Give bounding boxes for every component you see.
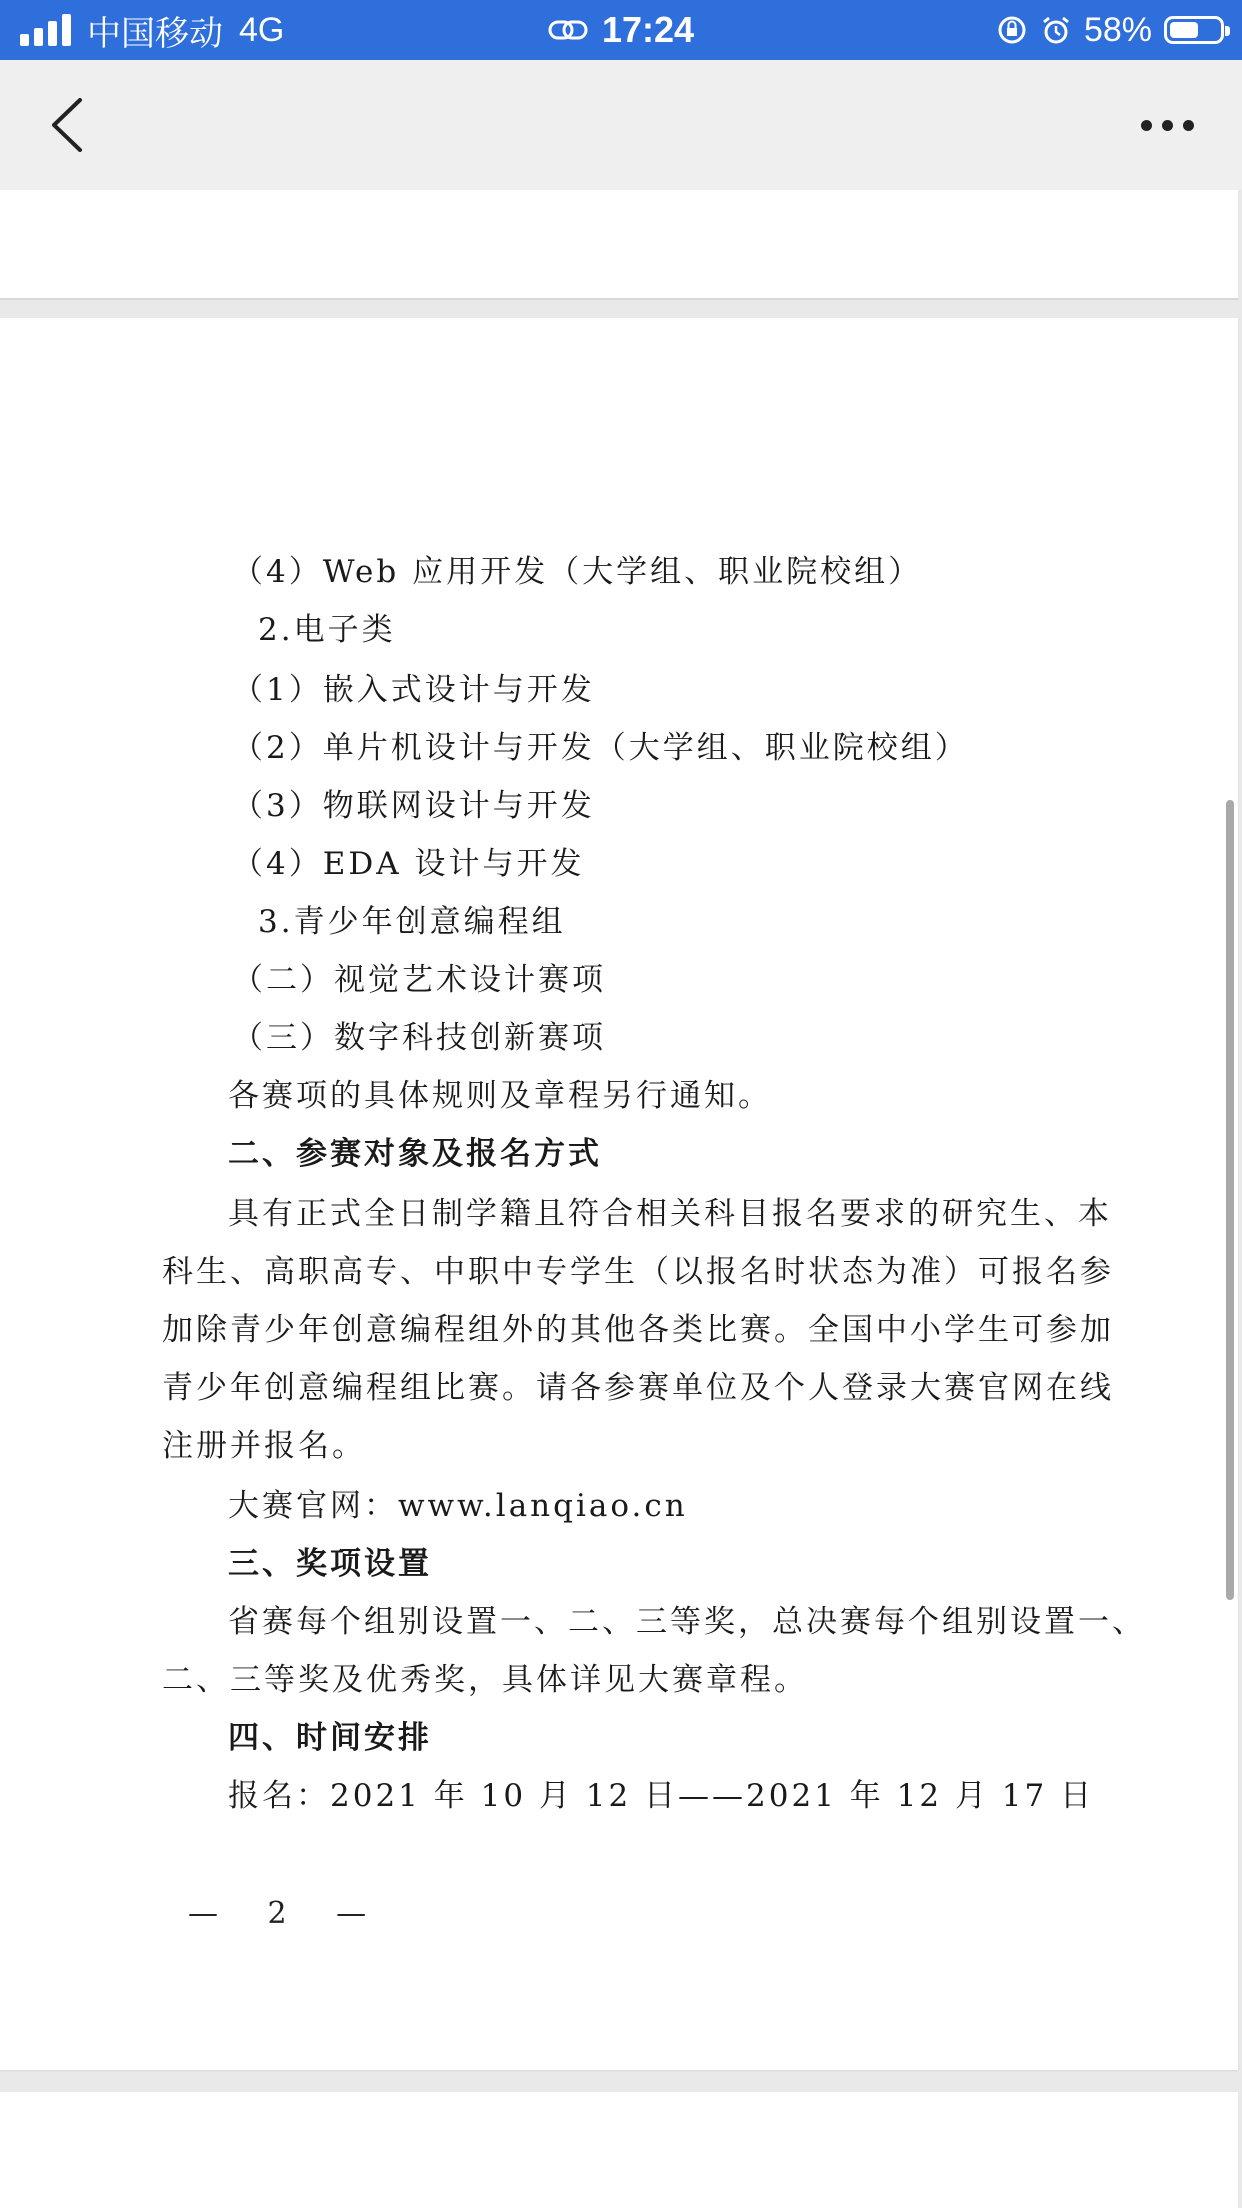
more-button[interactable] bbox=[1122, 90, 1212, 160]
page-number: — 2 — bbox=[188, 1896, 387, 1931]
doc-line: （1）嵌入式设计与开发 bbox=[232, 672, 595, 708]
doc-line: 科生、高职高专、中职中专学生（以报名时状态为准）可报名参 bbox=[162, 1254, 1114, 1290]
network-label: 4G bbox=[239, 10, 285, 49]
nav-bar bbox=[0, 60, 1242, 190]
battery-fill bbox=[1170, 22, 1198, 38]
next-page bbox=[0, 2092, 1238, 2208]
battery-percent: 58% bbox=[1083, 10, 1152, 49]
scrollbar[interactable] bbox=[1226, 800, 1234, 1600]
doc-line: 3.青少年创意编程组 bbox=[258, 904, 566, 940]
doc-line: 加除青少年创意编程组外的其他各类比赛。全国中小学生可参加 bbox=[162, 1312, 1114, 1348]
doc-line: 各赛项的具体规则及章程另行通知。 bbox=[228, 1078, 772, 1114]
previous-page bbox=[0, 190, 1238, 300]
battery-icon bbox=[1164, 16, 1224, 44]
document-content bbox=[0, 318, 1238, 2070]
link-icon bbox=[548, 17, 588, 43]
doc-line: 二、三等奖及优秀奖，具体详见大赛章程。 bbox=[162, 1662, 808, 1698]
doc-line: 青少年创意编程组比赛。请各参赛单位及个人登录大赛官网在线 bbox=[162, 1370, 1114, 1406]
doc-line: 注册并报名。 bbox=[162, 1428, 366, 1464]
back-button[interactable] bbox=[40, 90, 110, 160]
document-page bbox=[0, 318, 1238, 2070]
status-right bbox=[996, 10, 1224, 50]
carrier-label: 中国移动 bbox=[87, 14, 223, 53]
chevron-left-icon bbox=[40, 90, 110, 160]
doc-line: （二）视觉艺术设计赛项 bbox=[232, 962, 606, 998]
doc-line: 具有正式全日制学籍且符合相关科目报名要求的研究生、本 bbox=[228, 1196, 1112, 1232]
doc-line: （2）单片机设计与开发（大学组、职业院校组） bbox=[232, 730, 969, 766]
rotation-lock-icon bbox=[996, 14, 1028, 46]
doc-line: （三）数字科技创新赛项 bbox=[232, 1020, 606, 1056]
doc-line: 省赛每个组别设置一、二、三等奖，总决赛每个组别设置一、 bbox=[228, 1604, 1146, 1640]
website-line: 大赛官网：www.lanqiao.cn bbox=[228, 1488, 688, 1524]
section-heading: 四、时间安排 bbox=[228, 1720, 432, 1756]
doc-line: （3）物联网设计与开发 bbox=[232, 788, 595, 824]
more-dots-icon bbox=[1141, 120, 1152, 131]
doc-line: （4）EDA 设计与开发 bbox=[232, 846, 585, 882]
status-bar bbox=[0, 0, 1242, 60]
alarm-icon bbox=[1040, 14, 1072, 46]
doc-line: 报名：2021 年 10 月 12 日——2021 年 12 月 17 日 bbox=[228, 1778, 1095, 1814]
doc-line: 2.电子类 bbox=[258, 612, 396, 648]
time-label: 17:24 bbox=[601, 9, 695, 50]
section-heading: 二、参赛对象及报名方式 bbox=[228, 1136, 602, 1172]
section-heading: 三、奖项设置 bbox=[228, 1546, 432, 1582]
doc-line: （4）Web 应用开发（大学组、职业院校组） bbox=[232, 554, 923, 590]
